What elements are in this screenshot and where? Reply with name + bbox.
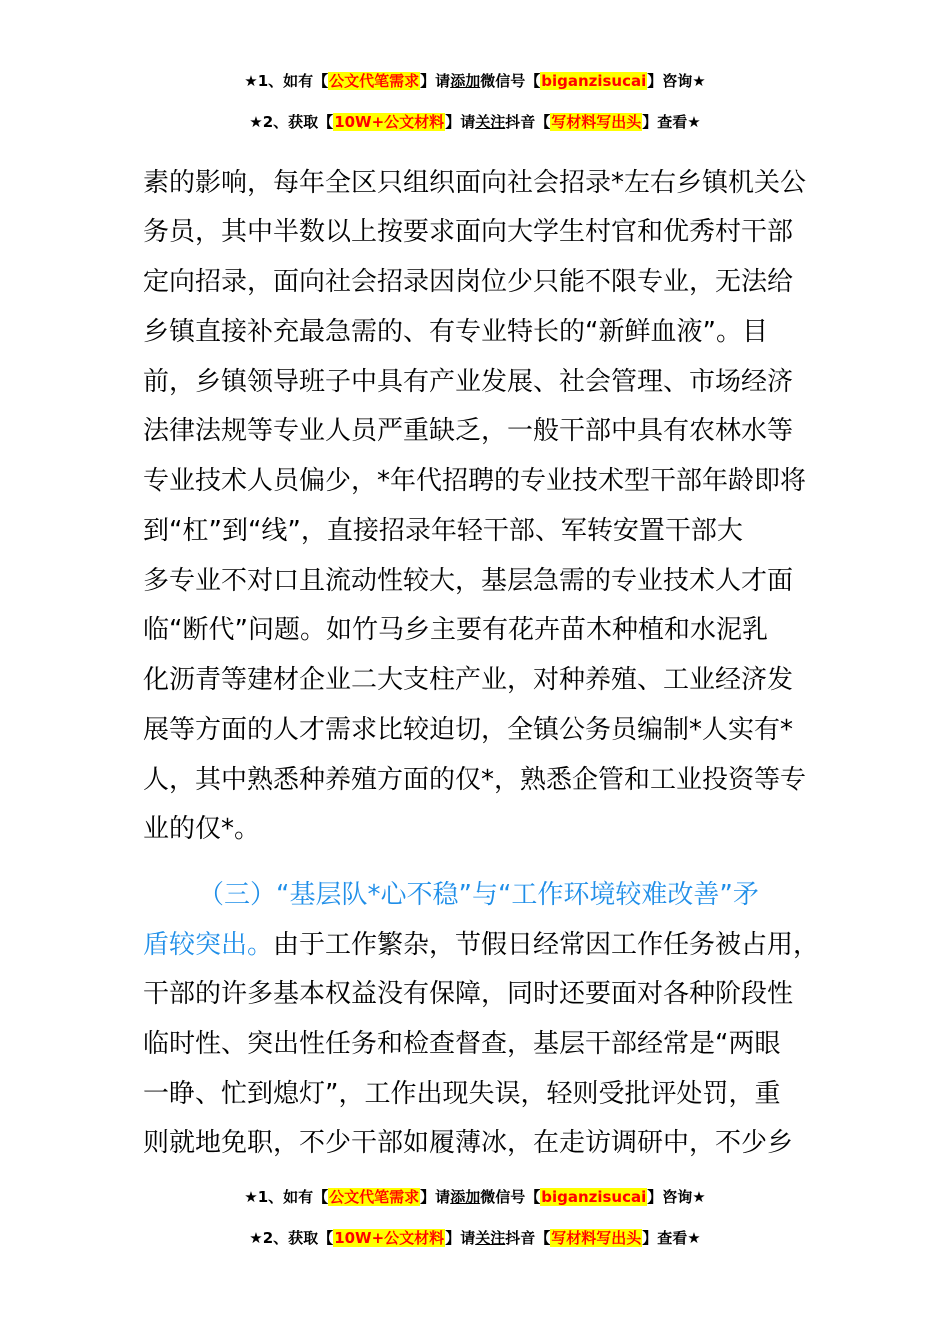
body-line: 务员，其中半数以上按要求面向大学生村官和优秀村干部	[143, 217, 794, 247]
banner-text: 】查看★	[642, 1229, 701, 1247]
body-line: 前，乡镇领导班子中具有产业发展、社会管理、市场经济	[143, 367, 794, 397]
banner-highlight: 10W+公文材料	[334, 1229, 445, 1247]
banner-text: 】请	[420, 72, 451, 90]
body-line: 临时性、突出性任务和检查督查，基层干部经常是“两眼	[143, 1029, 781, 1059]
header-banner-line-2	[0, 111, 950, 133]
body-line: 多专业不对口且流动性较大，基层急需的专业技术人才面	[143, 566, 794, 596]
banner-highlight-wechat: biganzisucai	[541, 72, 647, 90]
banner-highlight: 公文代笔需求	[329, 72, 420, 90]
body-line: 人，其中熟悉种养殖方面的仅*，熟悉企管和工业投资等专	[143, 765, 807, 795]
banner-text: ★2、获取【	[249, 1229, 334, 1247]
header-banner-line-1	[0, 70, 950, 92]
section-heading-line-2	[143, 925, 819, 965]
body-line: 法律法规等专业人员严重缺乏，一般干部中具有农林水等	[143, 416, 794, 446]
banner-underlined: 添加	[450, 1188, 481, 1206]
banner-text: ★1、如有【	[244, 1188, 329, 1206]
banner-text: ★1、如有【	[244, 72, 329, 90]
body-line: 业的仅*。	[143, 814, 261, 844]
footer-banner-line-2	[0, 1227, 950, 1249]
body-line: 定向招录，面向社会招录因岗位少只能不限专业，无法给	[143, 267, 794, 297]
banner-text: 抖音【	[505, 1229, 551, 1247]
banner-text: 】请	[445, 1229, 476, 1247]
section-heading-end: 盾较突出。	[143, 930, 274, 960]
body-line: 临“断代”问题。如竹马乡主要有花卉苗木种植和水泥乳	[143, 615, 768, 645]
banner-text: 】请	[445, 113, 476, 131]
body-line: 乡镇直接补充最急需的、有专业特长的“新鲜血液”。目	[143, 317, 768, 347]
section-text: 由于工作繁杂，节假日经常因工作任务被占用，	[273, 930, 820, 960]
body-line: 展等方面的人才需求比较迫切，全镇公务员编制*人实有*	[143, 715, 794, 745]
banner-text: 】请	[420, 1188, 451, 1206]
banner-text: 】咨询★	[647, 1188, 706, 1206]
banner-underlined: 关注	[475, 1229, 506, 1247]
banner-text: 微信号【	[480, 72, 541, 90]
body-line: 一睁、忙到熄灯”，工作出现失误，轻则受批评处罚，重	[143, 1079, 781, 1109]
banner-text: 微信号【	[480, 1188, 541, 1206]
banner-highlight-douyin: 写材料写出头	[551, 113, 642, 131]
banner-highlight-wechat: biganzisucai	[541, 1188, 647, 1206]
banner-text: 抖音【	[505, 113, 551, 131]
body-line: 化沥青等建材企业二大支柱产业，对种养殖、工业经济发	[143, 665, 794, 695]
banner-highlight-douyin: 写材料写出头	[551, 1229, 642, 1247]
footer-banner-line-1	[0, 1186, 950, 1208]
banner-highlight: 公文代笔需求	[329, 1188, 420, 1206]
body-line: 到“杠”到“线”，直接招录年轻干部、军转安置干部大	[143, 516, 743, 546]
banner-highlight: 10W+公文材料	[334, 113, 445, 131]
body-line: 干部的许多基本权益没有保障，同时还要面对各种阶段性	[143, 979, 794, 1009]
body-line: 则就地免职，不少干部如履薄冰，在走访调研中，不少乡	[143, 1128, 794, 1158]
banner-underlined: 添加	[450, 72, 481, 90]
banner-text: 】咨询★	[647, 72, 706, 90]
banner-underlined: 关注	[475, 113, 506, 131]
body-line: 专业技术人员偏少，*年代招聘的专业技术型干部年龄即将	[143, 466, 807, 496]
banner-text: 】查看★	[642, 113, 701, 131]
banner-text: ★2、获取【	[249, 113, 334, 131]
body-line: 素的影响，每年全区只组织面向社会招录*左右乡镇机关公	[143, 168, 807, 198]
section-heading: （三）“基层队*心不稳”与“工作环境较难改善”矛	[198, 880, 759, 910]
